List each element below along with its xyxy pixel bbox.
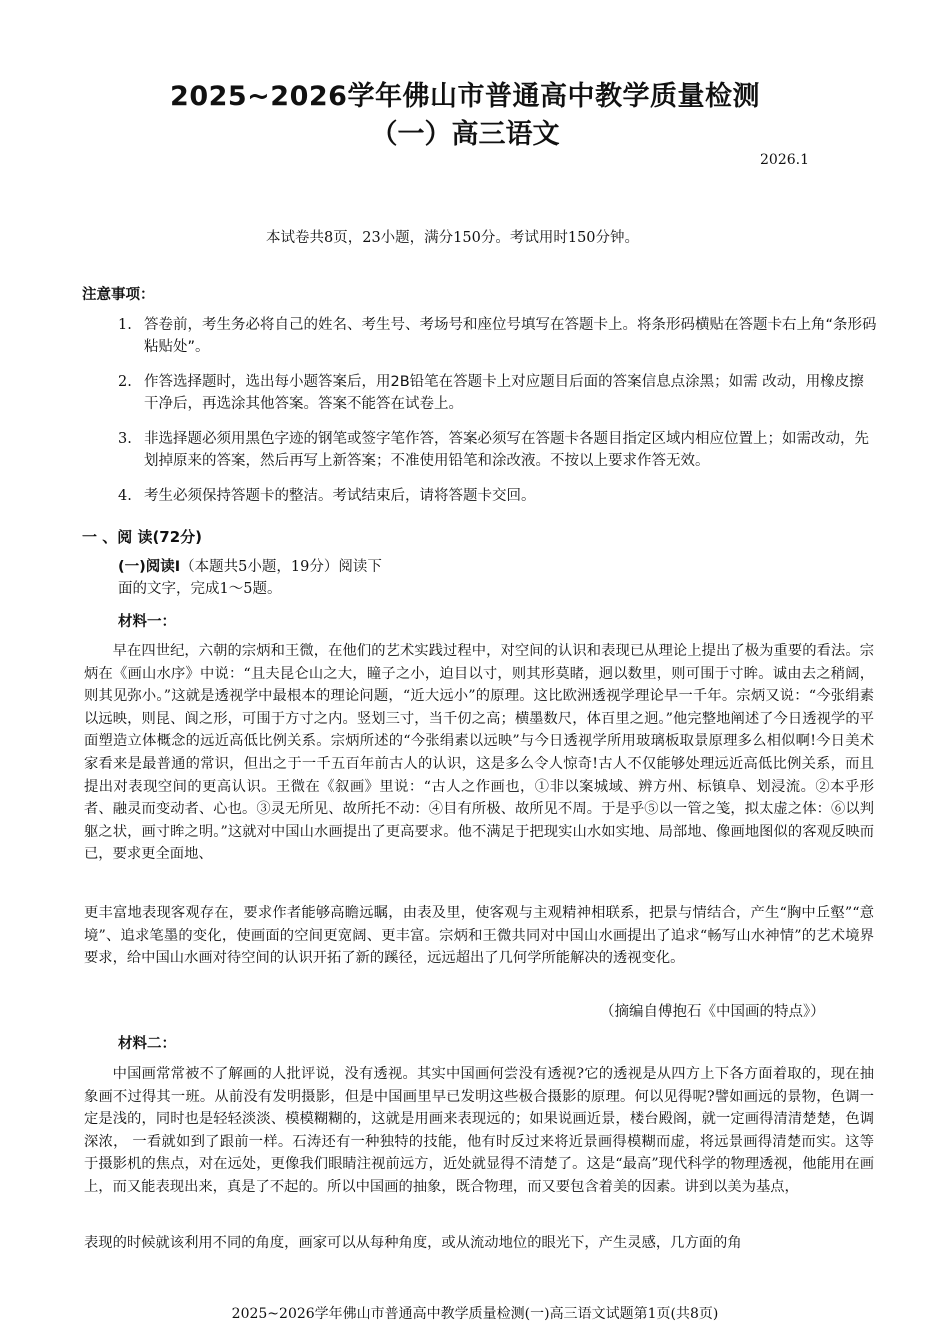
notice-item <box>118 428 878 472</box>
material-2-paragraph-continued: 表现的时候就该利用不同的角度，画家可以从每种角度，或从流动地位的眼光下，产生灵感，几方面的角 <box>84 1235 742 1251</box>
section-heading: 一 、阅 读(72分) <box>82 528 203 546</box>
notice-text: 答卷前，考生务必将自己的姓名、考生号、考场号和座位号填写在答题卡上。将条形码横贴在答题卡右上角“条形码粘贴处”。 <box>144 317 877 355</box>
notice-number: 2. <box>118 374 132 390</box>
notice-text: 考生必须保持答题卡的整洁。考试结束后，请将答题卡交回。 <box>144 488 536 504</box>
subsection-title: (一)阅读Ⅰ <box>118 559 181 575</box>
notice-item <box>118 485 878 507</box>
material-1-paragraph: 早在四世纪，六朝的宗炳和王微，在他们的艺术实践过程中，对空间的认识和表现已从理论上提出了极为重要的看法。宗炳在《画山水序》中说：“且夫昆仑山之大，瞳子之小，迫目以寸，则其形莫睹，迥以数里，则可围于寸眸。诚由去之稍阔，则其见弥小。”这就是透视学中最根本的理论问题，“近大远小”的原理。这比欧洲透视学理论早一千年。宗炳又说：“今张绢素以远映，则昆、阆之形，可围于方寸之内。竖划三寸，当千仞之高；横墨数尺，体百里之迥。”他完整地阐述了今日透视学的平面塑造立体概念的远近高低比例关系。宗炳所述的“今张绢素以远映”与今日透视学所用玻璃板取景原理多么相似啊!今日美术家看来是最普通的常识，但出之于一千五百年前古人的认识，这是多么令人惊奇!古人不仅能够处理远近高低比例关系，而且提出对表现空间的更高认识。王微在《叙画》里说：“古人之作画也，①非以案城域、辨方州、标镇阜、划浸流。②本乎形者、融灵而变动者、心也。③灵无所见、故所托不动：④目有所极、故所见不周。于是乎⑤以一管之笺，拟太虚之体：⑥以判躯之状，画寸眸之明。”这就对中国山水画提出了更高要求。他不满足于把现实山水如实地、局部地、像画地图似的客观反映而已，要求更全面地、 <box>84 643 874 863</box>
notice-item <box>118 371 878 415</box>
material-1-paragraph-continued: 更丰富地表现客观存在，要求作者能够高瞻远瞩，由表及里，使客观与主观精神相联系，把景与情结合，产生“胸中丘壑”“意境”、追求笔墨的变化，使画面的空间更宽阔、更丰富。宗炳和王微共同对中国山水画提出了追求“畅写山水神情”的艺术境界要求，给中国山水画对待空间的认识开拓了新的蹊径，远远超出了几何学所能解决的透视变化。 <box>84 905 874 967</box>
exam-date: 2026.1 <box>760 152 809 168</box>
subsection-heading <box>118 556 388 600</box>
exam-intro: 本试卷共8页，23小题，满分150分。考试用时150分钟。 <box>266 230 640 246</box>
notice-text: 非选择题必须用黑色字迹的钢笔或签字笔作答，答案必须写在答题卡各题目指定区域内相应位置上；如需改动，先划掉原来的答案，然后再写上新答案；不准使用铅笔和涂改液。不按以上要求作答无效。 <box>144 431 869 469</box>
material-1-source: （摘编自傅抱石《中国画的特点》） <box>600 1004 825 1020</box>
material-2-paragraph: 中国画常常被不了解画的人批评说，没有透视。其实中国画何尝没有透视?它的透视是从四方上下各方面着取的，现在抽象画不过得其一班。从前没有发明摄影，但是中国画里早已发明这些极合摄影的原理。何以见得呢?譬如画远的景物，色调一定是浅的，同时也是轻轻淡淡、模模糊糊的，这就是用画来表现远的；如果说画近景，楼台殿阁，就一定画得清清楚楚，色调深浓， 一看就如到了跟前一样。石涛还有一种独特的技能，他有时反过来将近景画得模糊而虚，将远景画得清楚而实。这等于摄影机的焦点，对在远处，更像我们眼睛注视前远方，近处就显得不清楚了。这是“最高”现代科学的物理透视，他能用在画上，而又能表现出来，真是了不起的。所以中国画的抽象，既合物理，而又要包含着美的因素。讲到以美为基点， <box>84 1066 874 1195</box>
exam-title: 2025~2026学年佛山市普通高中教学质量检测 <box>170 81 760 112</box>
notice-text: 作答选择题时，选出每小题答案后，用2B铅笔在答题卡上对应题目后面的答案信息点涂黑；如需 改动，用橡皮擦干净后，再选涂其他答案。答案不能答在试卷上。 <box>144 374 864 412</box>
material-2-label: 材料二： <box>118 1036 176 1052</box>
subsection-note: （本题共5小题，19分）阅读下面的文字，完成1～5题。 <box>118 559 382 597</box>
notice-item <box>118 314 878 358</box>
notice-number: 4. <box>118 488 132 504</box>
exam-subtitle: （一）高三语文 <box>370 119 560 150</box>
notice-title: 注意事项： <box>82 287 155 303</box>
notice-list <box>118 314 878 520</box>
page-footer: 2025~2026学年佛山市普通高中教学质量检测(一)高三语文试题第1页(共8页) <box>231 1306 719 1322</box>
notice-number: 3. <box>118 431 132 447</box>
notice-number: 1. <box>118 317 132 333</box>
material-1-label: 材料一： <box>118 614 176 630</box>
